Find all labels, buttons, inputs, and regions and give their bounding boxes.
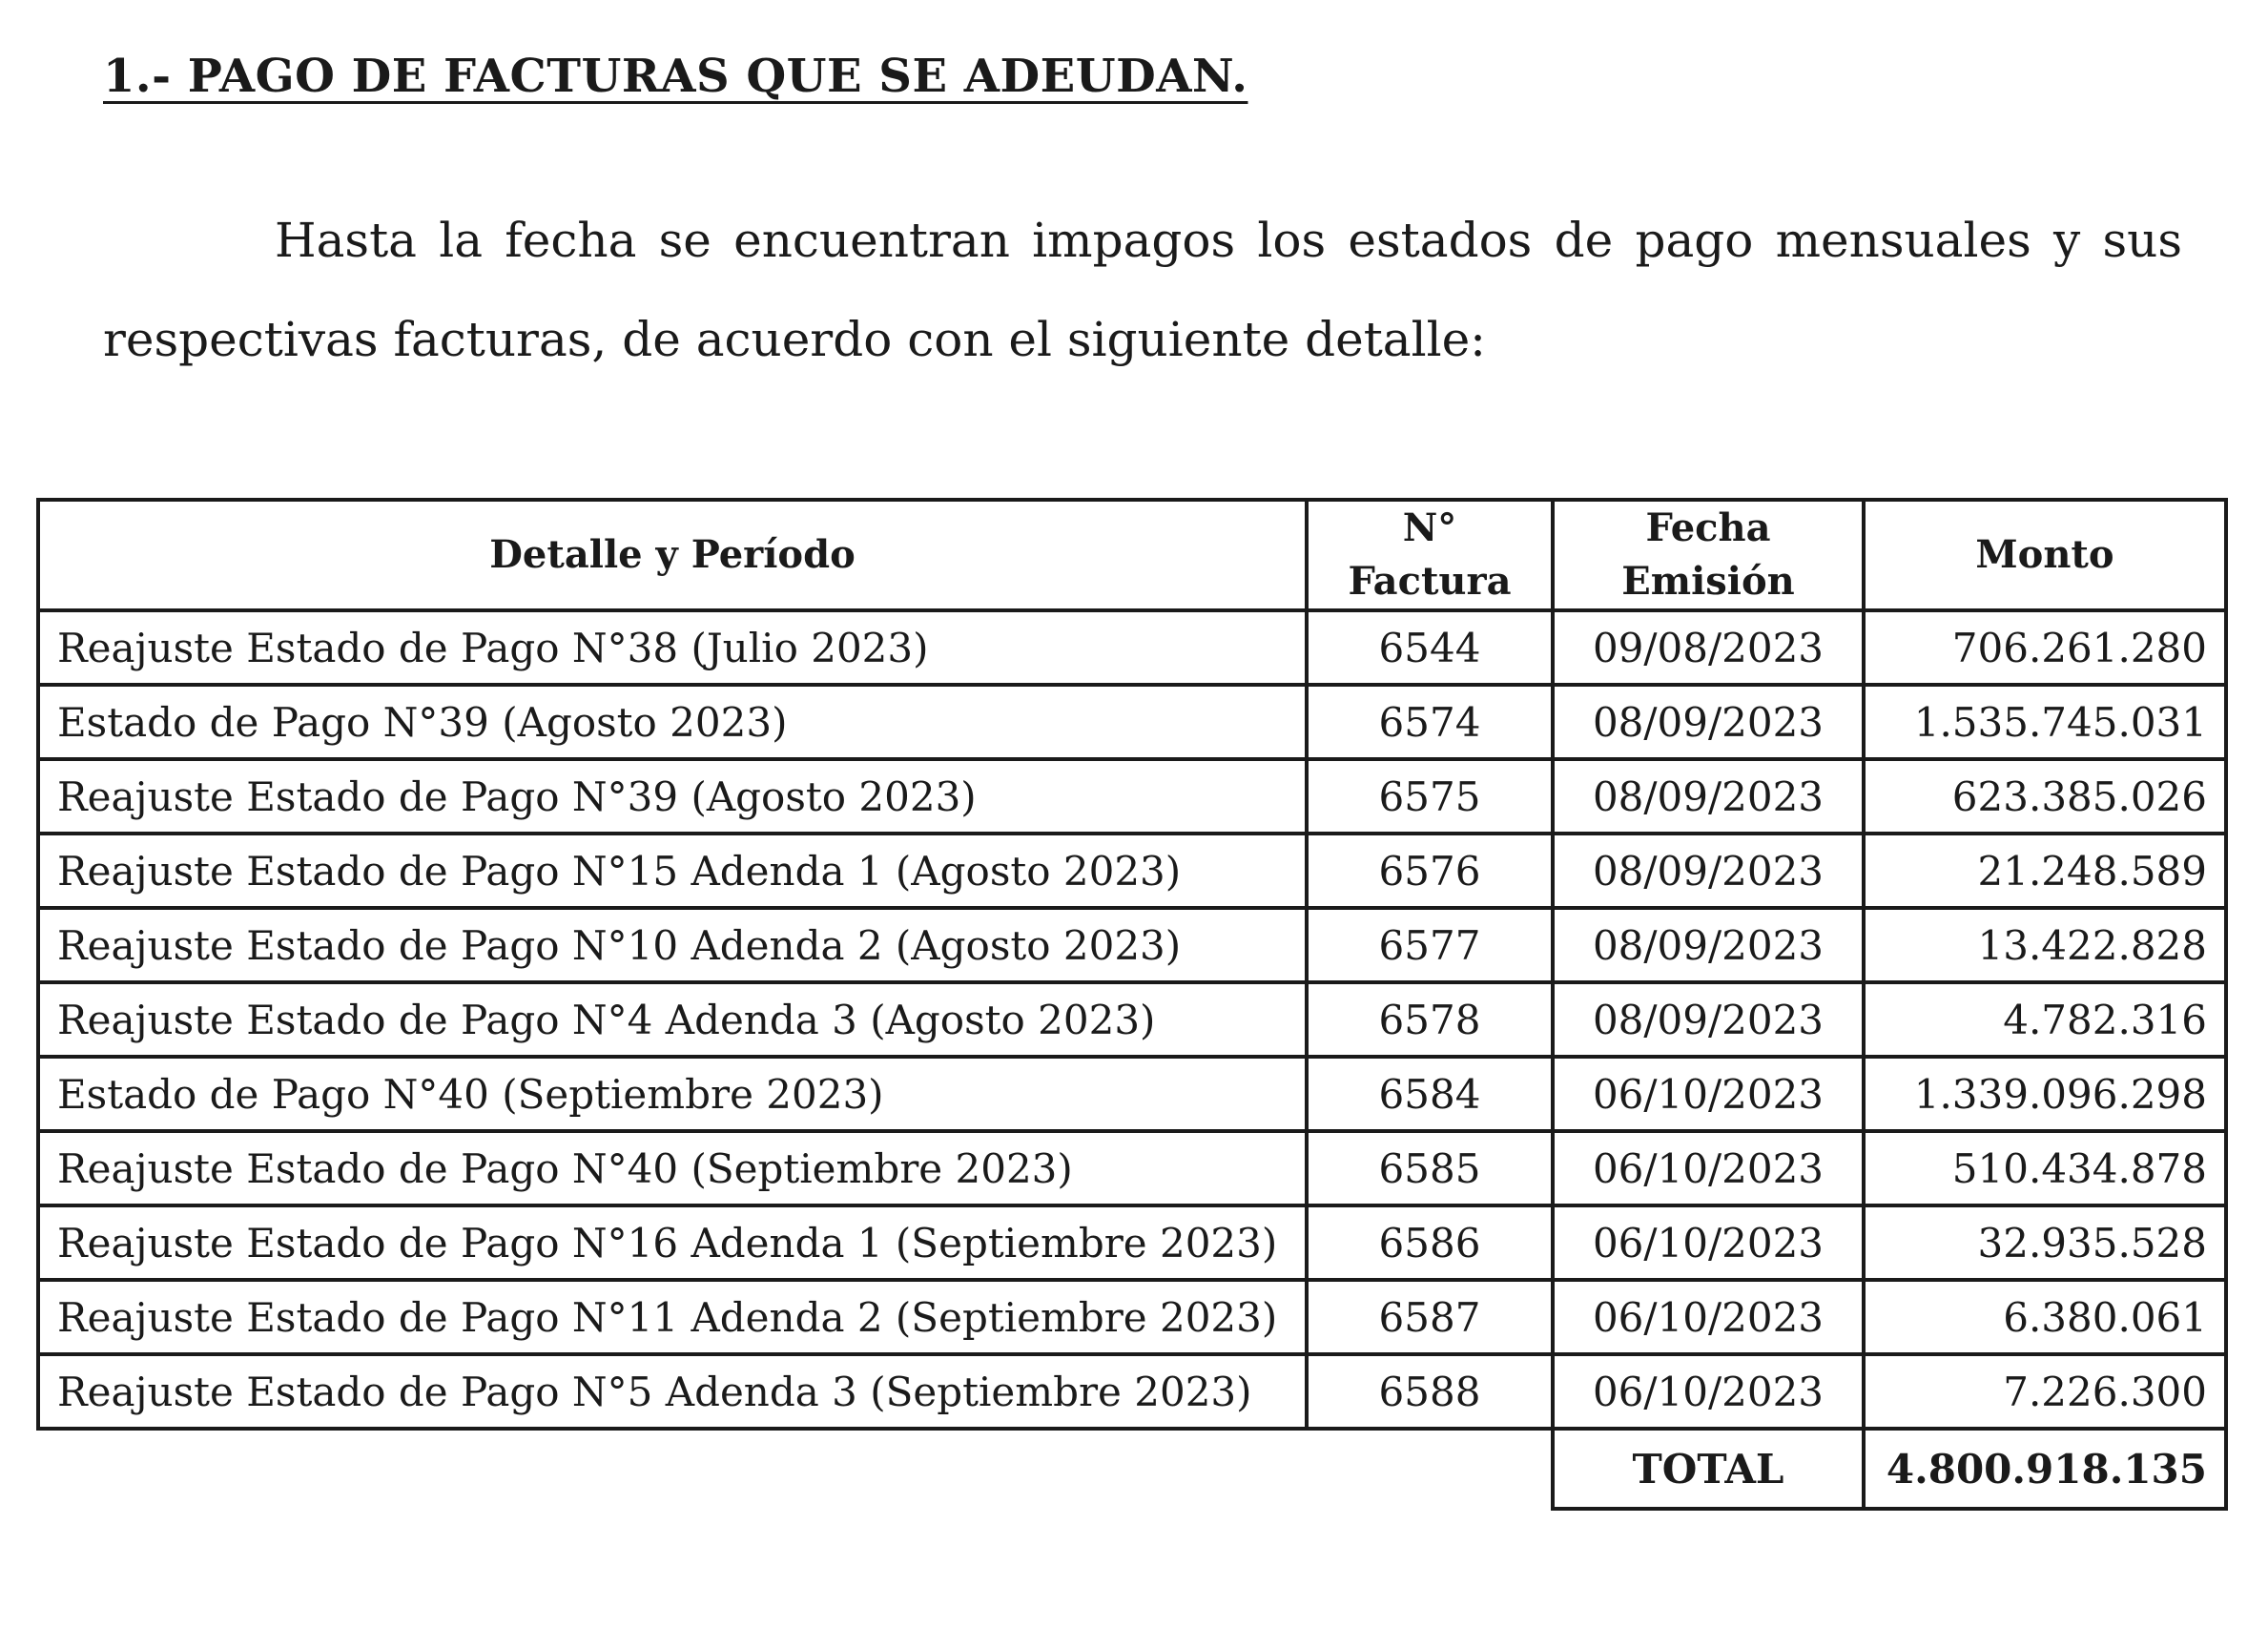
footer-spacer — [38, 1429, 1553, 1509]
cell-detalle: Reajuste Estado de Pago N°4 Adenda 3 (Agosto 2023) — [38, 982, 1307, 1057]
table-row — [38, 1205, 2226, 1280]
cell-factura: 6578 — [1307, 982, 1553, 1057]
cell-factura: 6574 — [1307, 685, 1553, 759]
table-row — [38, 1354, 2226, 1429]
cell-factura: 6585 — [1307, 1131, 1553, 1205]
cell-detalle: Reajuste Estado de Pago N°5 Adenda 3 (Septiembre 2023) — [38, 1354, 1307, 1429]
table-header — [38, 500, 2226, 610]
header-fecha: Fecha Emisión — [1553, 500, 1864, 610]
cell-factura: 6584 — [1307, 1057, 1553, 1131]
total-value: 4.800.918.135 — [1864, 1429, 2226, 1509]
total-label: TOTAL — [1553, 1429, 1864, 1509]
header-monto: Monto — [1864, 500, 2226, 610]
cell-fecha: 09/08/2023 — [1553, 610, 1864, 685]
header-detalle: Detalle y Período — [38, 500, 1307, 610]
header-factura: N° Factura — [1307, 500, 1553, 610]
cell-factura: 6576 — [1307, 834, 1553, 908]
cell-factura: 6588 — [1307, 1354, 1553, 1429]
cell-fecha: 08/09/2023 — [1553, 982, 1864, 1057]
cell-monto: 6.380.061 — [1864, 1280, 2226, 1354]
table-row — [38, 834, 2226, 908]
intro-paragraph: Hasta la fecha se encuentran impagos los estados de pago mensuales y sus respectivas facturas, de acuerdo con el siguiente detalle: — [103, 213, 2182, 367]
cell-factura: 6587 — [1307, 1280, 1553, 1354]
table-footer — [38, 1429, 2226, 1509]
table-row — [38, 1057, 2226, 1131]
cell-monto: 623.385.026 — [1864, 759, 2226, 834]
cell-factura: 6544 — [1307, 610, 1553, 685]
cell-fecha: 08/09/2023 — [1553, 759, 1864, 834]
cell-fecha: 08/09/2023 — [1553, 908, 1864, 982]
cell-monto: 1.339.096.298 — [1864, 1057, 2226, 1131]
cell-detalle: Reajuste Estado de Pago N°10 Adenda 2 (Agosto 2023) — [38, 908, 1307, 982]
cell-monto: 21.248.589 — [1864, 834, 2226, 908]
cell-fecha: 06/10/2023 — [1553, 1280, 1864, 1354]
cell-factura: 6575 — [1307, 759, 1553, 834]
cell-detalle: Reajuste Estado de Pago N°15 Adenda 1 (Agosto 2023) — [38, 834, 1307, 908]
table-row — [38, 610, 2226, 685]
cell-fecha: 08/09/2023 — [1553, 834, 1864, 908]
cell-detalle: Reajuste Estado de Pago N°16 Adenda 1 (Septiembre 2023) — [38, 1205, 1307, 1280]
table-row — [38, 1131, 2226, 1205]
cell-monto: 13.422.828 — [1864, 908, 2226, 982]
cell-detalle: Reajuste Estado de Pago N°38 (Julio 2023) — [38, 610, 1307, 685]
table-body — [38, 610, 2226, 1429]
cell-fecha: 06/10/2023 — [1553, 1131, 1864, 1205]
cell-detalle: Estado de Pago N°40 (Septiembre 2023) — [38, 1057, 1307, 1131]
cell-factura: 6586 — [1307, 1205, 1553, 1280]
cell-monto: 4.782.316 — [1864, 982, 2226, 1057]
table-row — [38, 685, 2226, 759]
cell-monto: 7.226.300 — [1864, 1354, 2226, 1429]
cell-monto: 1.535.745.031 — [1864, 685, 2226, 759]
cell-monto: 706.261.280 — [1864, 610, 2226, 685]
cell-monto: 510.434.878 — [1864, 1131, 2226, 1205]
table-row — [38, 982, 2226, 1057]
table-row — [38, 908, 2226, 982]
cell-monto: 32.935.528 — [1864, 1205, 2226, 1280]
cell-fecha: 08/09/2023 — [1553, 685, 1864, 759]
table-row — [38, 759, 2226, 834]
cell-detalle: Reajuste Estado de Pago N°39 (Agosto 2023) — [38, 759, 1307, 834]
section-heading: 1.- PAGO DE FACTURAS QUE SE ADEUDAN. — [103, 50, 1248, 103]
cell-factura: 6577 — [1307, 908, 1553, 982]
cell-detalle: Estado de Pago N°39 (Agosto 2023) — [38, 685, 1307, 759]
cell-fecha: 06/10/2023 — [1553, 1354, 1864, 1429]
invoice-table — [36, 498, 2228, 1511]
cell-fecha: 06/10/2023 — [1553, 1205, 1864, 1280]
cell-detalle: Reajuste Estado de Pago N°11 Adenda 2 (Septiembre 2023) — [38, 1280, 1307, 1354]
table-row — [38, 1280, 2226, 1354]
cell-detalle: Reajuste Estado de Pago N°40 (Septiembre 2023) — [38, 1131, 1307, 1205]
cell-fecha: 06/10/2023 — [1553, 1057, 1864, 1131]
